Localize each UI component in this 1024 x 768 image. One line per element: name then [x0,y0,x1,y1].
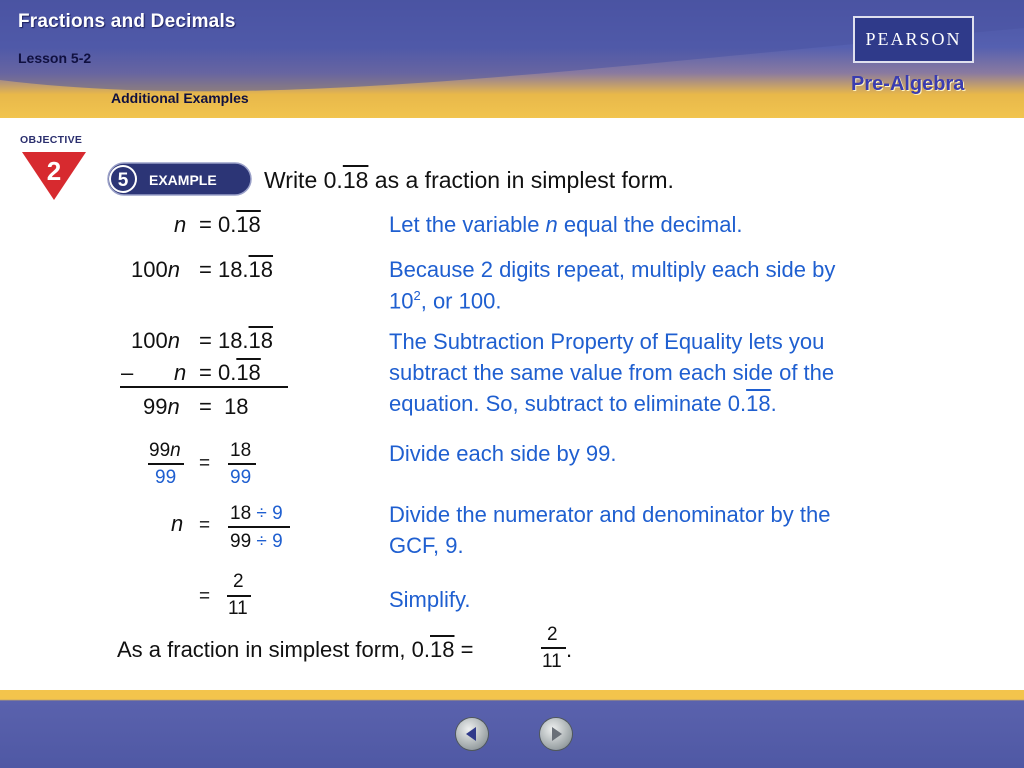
example-number: 5 [117,170,129,191]
step2-note-line1: Because 2 digits repeat, multiply each side by [389,257,836,282]
objective-label: OBJECTIVE [20,134,83,146]
objective-triangle-icon [20,146,90,202]
step4-rhs-numerator: 18 [230,440,252,461]
step4-lhs-denominator: 99 [155,467,177,488]
step3-minus-sign: – [121,360,134,385]
step4-equals: = [199,453,211,474]
step5-numerator: 18 ÷ 9 [230,503,283,524]
step5-lhs: n [171,511,184,536]
step6-equals: = [199,586,211,607]
step3-row2-rhs: = 0.18 [199,360,261,385]
step3-note-line2: subtract the same value from each side of the [389,360,835,385]
arrow-left-icon [456,718,488,750]
step5-note-line1: Divide the numerator and denominator by the [389,502,831,527]
back-button[interactable] [456,718,488,750]
example-prompt: Write 0.18 as a fraction in simplest form. [264,167,674,193]
step6-numerator: 2 [233,571,244,592]
course-name: Pre-Algebra [851,73,965,95]
step1-note: Let the variable n equal the decimal. [389,212,743,237]
step5-fraction-bar [228,526,290,528]
step5-denominator: 99 ÷ 9 [230,531,283,552]
conclusion-period: . [566,637,573,662]
step6-fraction-bar [227,595,251,597]
objective-number: 2 [46,156,62,186]
step4-note: Divide each side by 99. [389,441,617,466]
step2-lhs: 100n [131,257,180,282]
footer-bar [0,690,1024,768]
step3-note-line1: The Subtraction Property of Equality lets you [389,329,825,354]
lesson-title: Fractions and Decimals [18,11,236,32]
step3-note-line3: equation. So, subtract to eliminate 0.18. [389,391,777,416]
step2-note-line2: $10^2$, or 100. [389,288,502,314]
step4-rhs-fraction-bar [228,463,256,465]
conclusion-numerator: 2 [547,624,558,645]
lesson-number: Lesson 5-2 [18,50,92,66]
forward-button[interactable] [540,718,572,750]
step4-rhs-denominator: 99 [230,467,252,488]
step4-lhs-numerator: 99n [149,440,181,461]
section-subtitle: Additional Examples [111,90,249,106]
step3-subtraction-rule [120,386,288,388]
step3-row3-lhs: 99n [143,394,180,419]
step6-denominator: 11 [228,598,248,619]
step3-row2-lhs: n [174,360,187,385]
example-label: EXAMPLE [149,172,217,188]
conclusion-fraction-bar [541,647,566,649]
step2-rhs: = 18.18 [199,257,274,282]
step1-rhs: = 0.18 [199,212,261,237]
step3-row3-rhs: = 18 [199,394,249,419]
conclusion-denominator: 11 [542,651,562,672]
step5-note-line2: GCF, 9. [389,533,464,558]
step5-equals: = [199,515,211,536]
step3-row1-lhs: 100n [131,328,180,353]
step6-note: Simplify. [389,587,471,612]
objective-marker [20,134,92,207]
publisher-logo: PEARSON [853,16,974,63]
step4-lhs-fraction-bar [148,463,184,465]
step1-lhs: n [174,212,187,237]
conclusion-text: As a fraction in simplest form, 0.18 = [117,637,474,662]
arrow-right-icon [540,718,572,750]
step3-row1-rhs: = 18.18 [199,328,274,353]
example-badge [107,162,252,196]
